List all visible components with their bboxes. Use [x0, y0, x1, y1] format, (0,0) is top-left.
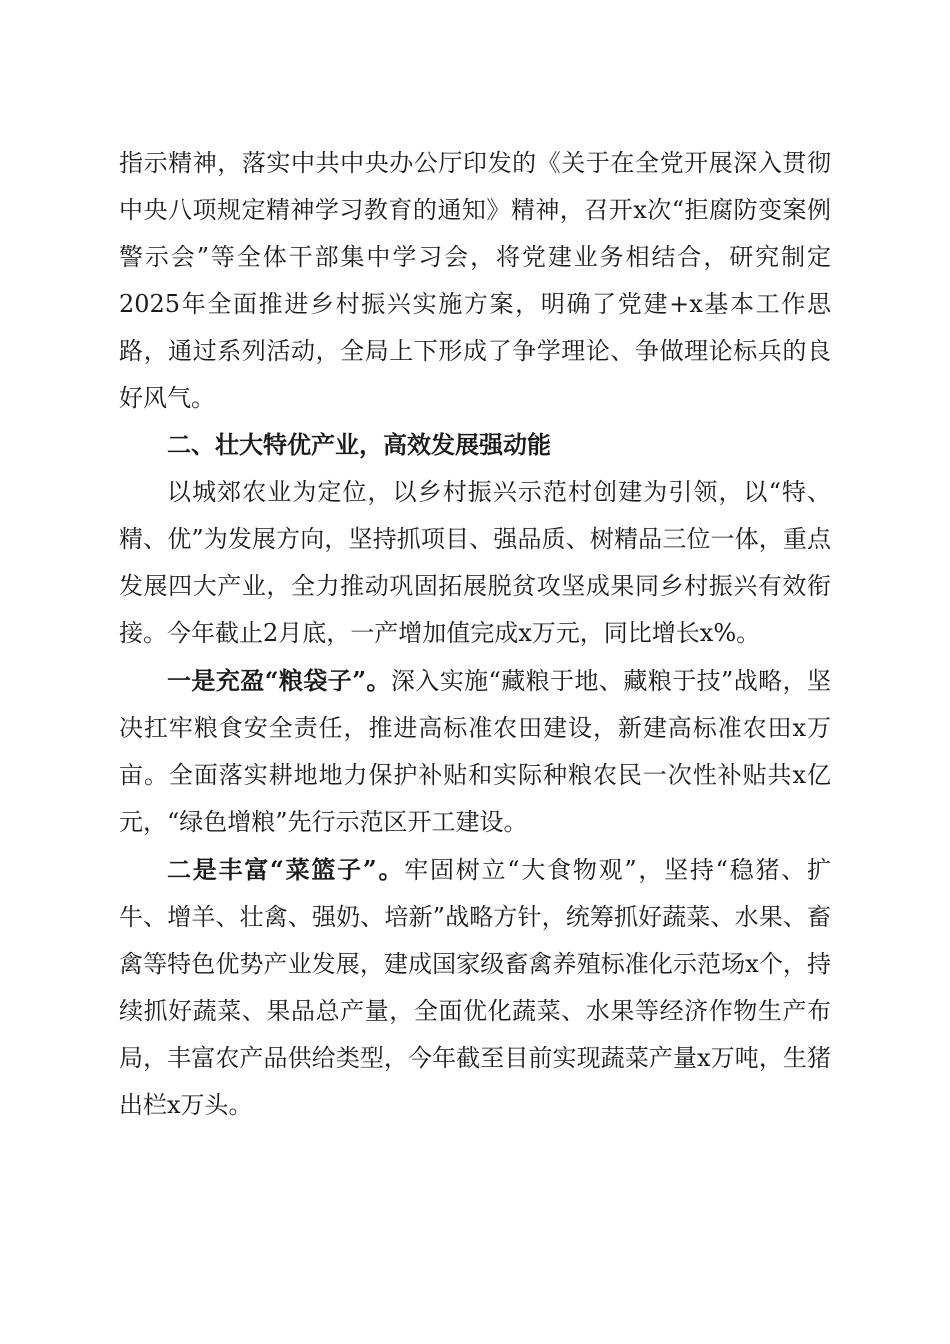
document-body [119, 140, 831, 1129]
section-heading-industry: 二、壮大特优产业，高效发展强动能 [167, 431, 551, 459]
paragraph-body-grain-bag: 深入实施“藏粮于地、藏粮于技”战略，坚决扛牢粮食安全责任，推进高标准农田建设，新建高标准农田x万亩。全面落实耕地地力保护补贴和实际种粮农民一次性补贴共x亿元，“绿色增粮”先行示范区开工建设。 [119, 667, 831, 836]
paragraph-industry-overview: 以城郊农业为定位，以乡村振兴示范村创建为引领，以“特、精、优”为发展方向，坚持抓项目、强品质、树精品三位一体，重点发展四大产业，全力推动巩固拓展脱贫攻坚成果同乡村振兴有效衔接。今年截止2月底，一产增加值完成x万元，同比增长x%。 [119, 478, 831, 647]
paragraph-lead-vegetable-basket: 二是丰富“菜篮子”。 [167, 855, 405, 884]
paragraph-grain-bag [119, 657, 831, 846]
paragraph-study-education-continued: 指示精神，落实中共中央办公厅印发的《关于在全党开展深入贯彻中央八项规定精神学习教育的通知》精神，召开x次“拒腐防变案例警示会”等全体干部集中学习会，将党建业务相结合，研究制定2025年全面推进乡村振兴实施方案，明确了党建+x基本工作思路，通过系列活动，全局上下形成了争学理论、争做理论标兵的良好风气。 [119, 149, 831, 412]
paragraph-body-vegetable-basket: 牢固树立“大食物观”，坚持“稳猪、扩牛、增羊、壮禽、强奶、培新”战略方针，统筹抓好蔬菜、水果、畜禽等特色优势产业发展，建成国家级畜禽养殖标准化示范场x个，持续抓好蔬菜、果品总产量，全面优化蔬菜、水果等经济作物生产布局，丰富农产品供给类型，今年截至目前实现蔬菜产量x万吨，生猪出栏x万头。 [119, 856, 831, 1119]
paragraph-lead-grain-bag: 一是充盈“粮袋子”。 [167, 666, 391, 695]
paragraph-vegetable-basket [119, 846, 831, 1129]
